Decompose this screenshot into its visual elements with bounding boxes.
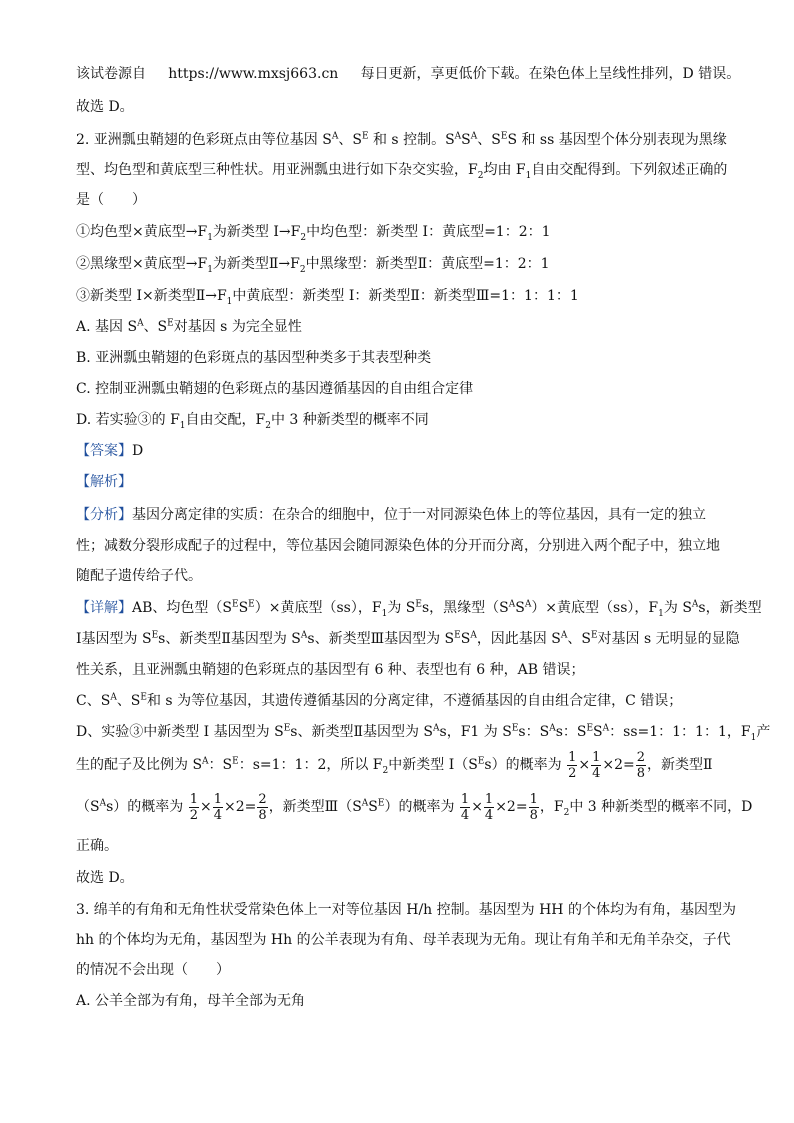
answer-value: D [132, 443, 144, 459]
xiangjie-line5: D、实验③中新类型 I 基因型为 $S^Es$、新类型Ⅱ基因型为 $S^As$，F1 为 $S^Es$：$S^As$：$S^ES^A$：ss=1：1：1：1，$F_1$产 [76, 723, 771, 743]
source-label: 该试卷源自 [76, 66, 146, 82]
xiangjie-line7: $(S^As)$的概率为 $\frac{1}{2}$ × $\frac{1}{4}$ ×2= $\frac{2}{8}$ ，新类型$Ⅲ(S^AS^E)$的概率为 $\frac{1}{4}$ × $\frac{1}{4}$ ×2= $\frac{1}{8}$ ，$F_2$中 3 种新类型的概率不同，D [76, 791, 753, 823]
fenxi-line3: 随配子遗传给子代。 [76, 568, 202, 584]
xiangjie-line2: Ⅰ基因型为 $S^Es$、新类型Ⅱ基因型为 $S^As$、新类型Ⅲ基因型为 $S^ES^A$，因此基因 $S^A$、$S^E$对基因 s 无明显的显隐 [76, 630, 740, 647]
xiangjie-line3: 性关系，且亚洲瓢虫鞘翅的色彩斑点的基因型有 6 种、表型也有 6 种，AB 错误； [76, 662, 585, 678]
q2-stem-line3: 是（ ） [76, 192, 146, 208]
answer-line [76, 441, 143, 461]
fraction: $\frac{1}{4}$ [484, 791, 494, 823]
option-d: D. 若实验③的 $F_1$自由交配，$F_2$中 3 种新类型的概率不同 [76, 412, 429, 431]
fraction: $\frac{2}{8}$ [258, 791, 267, 823]
fraction: $\frac{1}{2}$ [189, 791, 199, 823]
fraction: $\frac{1}{4}$ [592, 749, 601, 781]
option-b: B. 亚洲瓢虫鞘翅的色彩斑点的基因型种类多于其表型种类 [76, 350, 432, 366]
header-tail: 在染色体上呈线性排列，D 错误。 [528, 66, 741, 82]
experiment-3: ③新类型 I×新类型$Ⅱ\to F_1$中黄底型：新类型 I：新类型Ⅱ：新类型Ⅲ=1：1：1：1 [76, 288, 579, 307]
fraction: $\frac{1}{4}$ [213, 791, 223, 823]
promo-text: 每日更新，享更低价下载。 [360, 66, 529, 82]
fenxi-line1: 【分析】基因分离定律的实质：在杂合的细胞中，位于一对同源染色体上的等位基因，具有一定的独立 [76, 507, 706, 523]
experiment-1: ①均色型×黄底型$\to F_1$为新类型 $I\to F_2$中均色型：新类型 I：黄底型=1：2：1 [76, 224, 551, 243]
xiangjie-line4: C、$S^A$、$S^E$和 s 为等位基因，其遗传遵循基因的分离定律，不遵循基因的自由组合定律，C 错误； [76, 692, 683, 709]
fraction: $\frac{1}{8}$ [529, 791, 538, 823]
source-url[interactable]: https://www.mxsj663.cn [168, 66, 339, 82]
option-a: A. 基因 $S^A$、$S^E$对基因 s 为完全显性 [76, 318, 302, 335]
q2-conclusion: 故选 D。 [76, 870, 134, 886]
experiment-2: ②黑缘型×黄底型$\to F_1$为新类型$Ⅱ\to F_2$中黑缘型：新类型Ⅱ：黄底型=1：2：1 [76, 256, 550, 275]
q1-conclusion: 故选 D。 [76, 99, 134, 115]
q3-stem-line3: 的情况不会出现（ ） [76, 962, 230, 978]
q3-stem-line1: 3. 绵羊的有角和无角性状受常染色体上一对等位基因 H/h 控制。基因型为 HH 的个体均为有角，基因型为 [76, 902, 736, 918]
fraction: $\frac{1}{2}$ [568, 749, 577, 781]
answer-label: 【答案】 [76, 443, 132, 459]
analysis-label: 【解析】 [76, 474, 132, 490]
fraction: $\frac{2}{8}$ [636, 749, 646, 781]
xiangjie-line8: 正确。 [76, 838, 118, 854]
fenxi-line2: 性；减数分裂形成配子的过程中，等位基因会随同源染色体的分开而分离，分别进入两个配子中，独立地 [76, 538, 720, 554]
xiangjie-line1: 【详解】AB、均色型$(S^ES^E)\times$黄底型（ss），$F_1$为 $S^Es$，黑缘型$(S^AS^A)\times$黄底型（ss），$F_1$为 $S^As$，新类型 [76, 599, 762, 619]
option-c: C. 控制亚洲瓢虫鞘翅的色彩斑点的基因遵循基因的自由组合定律 [76, 381, 474, 397]
header-line [76, 64, 740, 84]
q2-stem-line2: 型、均色型和黄底型三种性状。用亚洲瓢虫进行如下杂交实验，$F_2$均由 $F_1$自由交配得到。下列叙述正确的 [76, 162, 728, 181]
q2-stem-line1: 2. 亚洲瓢虫鞘翅的色彩斑点由等位基因 $S^A$、$S^E$ 和 s 控制。$S^AS^A$、$S^ES$ 和 ss 基因型个体分别表现为黑缘 [76, 131, 727, 148]
q3-stem-line2: hh 的个体均为无角，基因型为 Hh 的公羊表现为有角、母羊表现为无角。现让有角羊和无角羊杂交，子代 [76, 932, 731, 948]
q3-option-a: A. 公羊全部为有角，母羊全部为无角 [76, 993, 306, 1009]
fraction: $\frac{1}{4}$ [460, 791, 470, 823]
xiangjie-line6: 生的配子及比例为 $S^A$：$S^E$：s=1：1：2，所以 $F_2$中新类型 $I(S^Es)$的概率为 $\frac{1}{2}$ × $\frac{1}{4}$ ×2= $\frac{2}{8}$ ，新类型Ⅱ [76, 749, 713, 781]
